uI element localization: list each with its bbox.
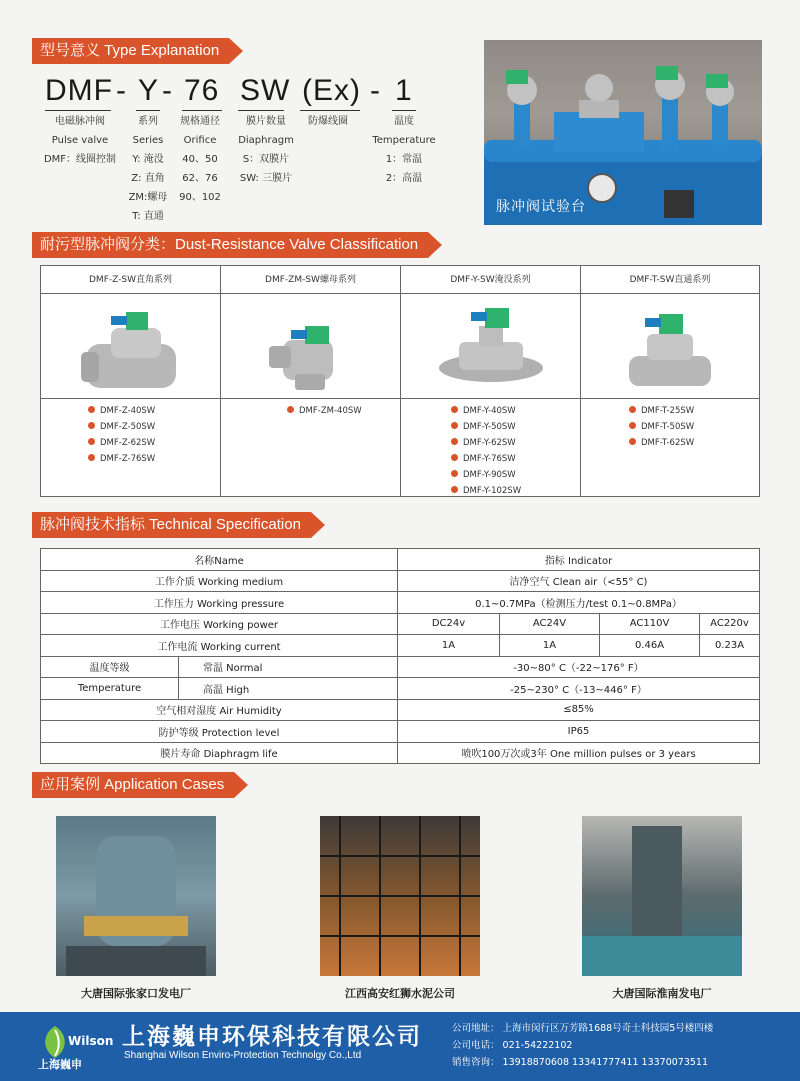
case-caption: 大唐国际张家口发电厂 [81, 987, 191, 1000]
class-column-z [41, 266, 221, 496]
spec-value: -25~230° C（-13~446° F） [398, 678, 760, 700]
code-ex: (Ex) [302, 74, 361, 107]
table-row [41, 721, 760, 743]
classification-table [40, 265, 760, 497]
class-header: DMF-T-SW直通系列 [581, 266, 759, 294]
code-dmf: DMF [45, 74, 113, 107]
test-bench-photo [484, 40, 762, 225]
type-col-orifice: 规格通径 Orifice 40、50 62、76 90、102 [179, 116, 221, 203]
class-item: DMF-Y-102SW [451, 483, 580, 499]
class-item: DMF-Y-40SW [451, 403, 580, 419]
leaf-logo-icon [40, 1024, 70, 1060]
valve-y-image [401, 294, 580, 399]
spec-label: 工作电流 Working current [41, 635, 398, 657]
section-title-classification: 耐污型脉冲阀分类：Dust-Resistance Valve Classification [32, 232, 428, 258]
class-header: DMF-ZM-SW螺母系列 [221, 266, 400, 294]
section-title-type: 型号意义 Type Explanation [32, 38, 229, 64]
code-size: 76 [184, 74, 220, 107]
class-item: DMF-Z-50SW [88, 419, 220, 435]
class-item: DMF-ZM-40SW [287, 403, 400, 419]
footer [0, 1012, 800, 1081]
class-column-t [581, 266, 759, 496]
spec-value: 喷吹100万次或3年 One million pulses or 3 years [398, 742, 760, 764]
test-bench-caption: 脉冲阀试验台 [496, 199, 586, 215]
spec-value: AC110V [600, 613, 700, 635]
class-item: DMF-T-50SW [629, 419, 759, 435]
table-row [41, 613, 760, 635]
class-item: DMF-Z-40SW [88, 403, 220, 419]
valve-zm-image [221, 294, 400, 399]
table-row [41, 699, 760, 721]
table-row [41, 635, 760, 657]
logo-cn: 上海巍申 [38, 1058, 82, 1071]
spec-header-name: 名称Name [41, 549, 398, 571]
case-photo-huainan [582, 816, 742, 976]
logo-en: Wilson [68, 1034, 114, 1048]
spec-label: 高温 High [179, 678, 398, 700]
type-col-ex: 防爆线圈 [308, 116, 348, 127]
spec-label: 工作介质 Working medium [41, 570, 398, 592]
table-row [41, 678, 760, 700]
company-address: 公司地址： 上海市闵行区万芳路1688号奇士科技园5号楼四楼 [452, 1023, 714, 1034]
class-item: DMF-Z-62SW [88, 435, 220, 451]
spec-value: -30~80° C（-22~176° F） [398, 656, 760, 678]
spec-value: 0.1~0.7MPa（检测压力/test 0.1~0.8MPa） [398, 592, 760, 614]
spec-label: 常温 Normal [179, 656, 398, 678]
type-col-series: 系列 Series Y: 淹没 Z: 直角 ZM:螺母 T: 直通 [128, 116, 168, 222]
class-item: DMF-Z-76SW [88, 451, 220, 467]
valve-z-image [41, 294, 220, 399]
code-dash: - [370, 74, 381, 107]
section-title-application: 应用案例 Application Cases [32, 772, 234, 798]
code-temp: 1 [395, 74, 413, 107]
table-row [41, 592, 760, 614]
spec-value: AC24V [500, 613, 600, 635]
underline [238, 110, 284, 111]
spec-value: IP65 [398, 721, 760, 743]
spec-value: 0.46A [600, 635, 700, 657]
spec-label: 温度等级 [41, 656, 179, 678]
spec-value: AC220v [700, 613, 760, 635]
class-item: DMF-Y-50SW [451, 419, 580, 435]
class-item: DMF-T-62SW [629, 435, 759, 451]
spec-label: 防护等级 Protection level [41, 721, 398, 743]
company-name-cn: 上海巍申环保科技有限公司 [122, 1024, 422, 1050]
class-header: DMF-Z-SW直角系列 [41, 266, 220, 294]
spec-value: 1A [500, 635, 600, 657]
sales-contact: 销售咨询： 13918870608 13341777411 13370073511 [452, 1057, 709, 1068]
company-phone: 公司电话： 021-54222102 [452, 1040, 573, 1051]
spec-label: 空气相对湿度 Air Humidity [41, 699, 398, 721]
spec-value: DC24v [398, 613, 500, 635]
type-col-temperature: 温度 Temperature 1：常温 2：高温 [372, 116, 436, 184]
class-column-zm [221, 266, 401, 496]
class-item: DMF-T-25SW [629, 403, 759, 419]
section-title-technical: 脉冲阀技术指标 Technical Specification [32, 512, 311, 538]
underline [45, 110, 111, 111]
spec-header-indicator: 指标 Indicator [398, 549, 760, 571]
spec-label: Temperature [41, 678, 179, 700]
code-sw: SW [240, 74, 291, 107]
table-row [41, 742, 760, 764]
class-item: DMF-Y-76SW [451, 451, 580, 467]
company-logo [30, 1022, 118, 1072]
code-dash: - [116, 74, 127, 107]
class-column-y [401, 266, 581, 496]
spec-value: ≤85% [398, 699, 760, 721]
table-row [41, 549, 760, 571]
case-caption: 江西高安红狮水泥公司 [345, 987, 455, 1000]
spec-label: 膜片寿命 Diaphragm life [41, 742, 398, 764]
underline [392, 110, 416, 111]
class-header: DMF-Y-SW淹没系列 [401, 266, 580, 294]
code-dash: - [162, 74, 173, 107]
company-name-en: Shanghai Wilson Enviro-Protection Technolgy Co.,Ltd [124, 1050, 362, 1061]
spec-table [40, 548, 760, 764]
spec-value: 洁净空气 Clean air（<55° C) [398, 570, 760, 592]
case-caption: 大唐国际淮南发电厂 [612, 987, 712, 1000]
case-photo-gaoan [320, 816, 480, 976]
table-row [41, 656, 760, 678]
class-item: DMF-Y-90SW [451, 467, 580, 483]
underline [300, 110, 360, 111]
spec-value: 0.23A [700, 635, 760, 657]
type-col-pulse-valve: 电磁脉冲阀 Pulse valve DMF：线圈控制 [43, 116, 117, 165]
code-series: Y [138, 74, 160, 107]
type-col-diaphragm: 膜片数量 Diaphragm S：双膜片 SW: 三膜片 [238, 116, 294, 184]
underline [182, 110, 222, 111]
spec-label: 工作电压 Working power [41, 613, 398, 635]
case-photo-zhangjiakou [56, 816, 216, 976]
table-row [41, 570, 760, 592]
spec-label: 工作压力 Working pressure [41, 592, 398, 614]
class-item: DMF-Y-62SW [451, 435, 580, 451]
valve-t-image [581, 294, 759, 399]
underline [136, 110, 160, 111]
spec-value: 1A [398, 635, 500, 657]
